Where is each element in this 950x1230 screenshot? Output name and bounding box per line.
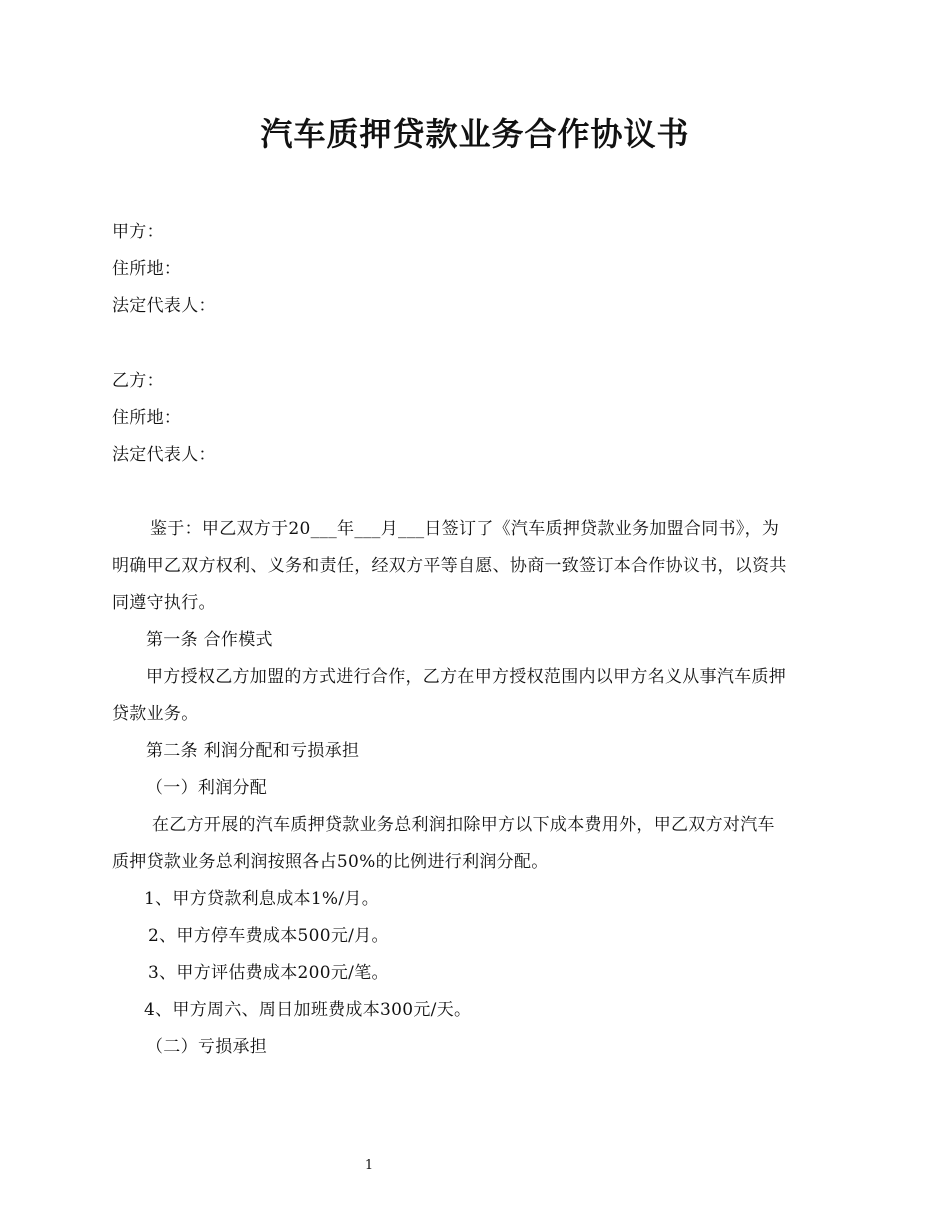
cost-item: 2、甲方停车费成本500元/月。 <box>148 926 389 946</box>
article-1-body-line: 贷款业务。 <box>112 704 199 724</box>
preamble-line: 明确甲乙双方权利、义务和责任，经双方平等自愿、协商一致签订本合作协议书，以资共 <box>112 556 787 576</box>
article-2-heading: 第二条 利润分配和亏损承担 <box>146 741 360 761</box>
party-b-representative-label: 法定代表人： <box>112 445 216 465</box>
cost-item: 3、甲方评估费成本200元/笔。 <box>148 963 389 983</box>
page-number: 1 <box>364 1158 374 1173</box>
document-title: 汽车质押贷款业务合作协议书 <box>260 115 690 153</box>
section-loss-heading: （二）亏损承担 <box>146 1037 268 1057</box>
party-a-label: 甲方： <box>112 222 164 242</box>
section-profit-body-line: 在乙方开展的汽车质押贷款业务总利润扣除甲方以下成本费用外，甲乙双方对汽车 <box>152 815 775 835</box>
party-b-address-label: 住所地： <box>112 408 182 428</box>
party-a-address-label: 住所地： <box>112 259 182 279</box>
party-b-label: 乙方： <box>112 371 164 391</box>
cost-item: 1、甲方贷款利息成本1%/月。 <box>144 889 380 909</box>
preamble-line: 同遵守执行。 <box>112 593 216 613</box>
section-profit-heading: （一）利润分配 <box>146 778 268 798</box>
section-profit-body-line: 质押贷款业务总利润按照各占50%的比例进行利润分配。 <box>112 852 549 872</box>
cost-item: 4、甲方周六、周日加班费成本300元/天。 <box>144 1000 472 1020</box>
party-a-representative-label: 法定代表人： <box>112 296 216 316</box>
preamble-line: 鉴于：甲乙双方于20___年___月___日签订了《汽车质押贷款业务加盟合同书》，为 <box>150 519 780 539</box>
article-1-heading: 第一条 合作模式 <box>146 630 273 650</box>
article-1-body-line: 甲方授权乙方加盟的方式进行合作，乙方在甲方授权范围内以甲方名义从事汽车质押 <box>146 667 787 687</box>
